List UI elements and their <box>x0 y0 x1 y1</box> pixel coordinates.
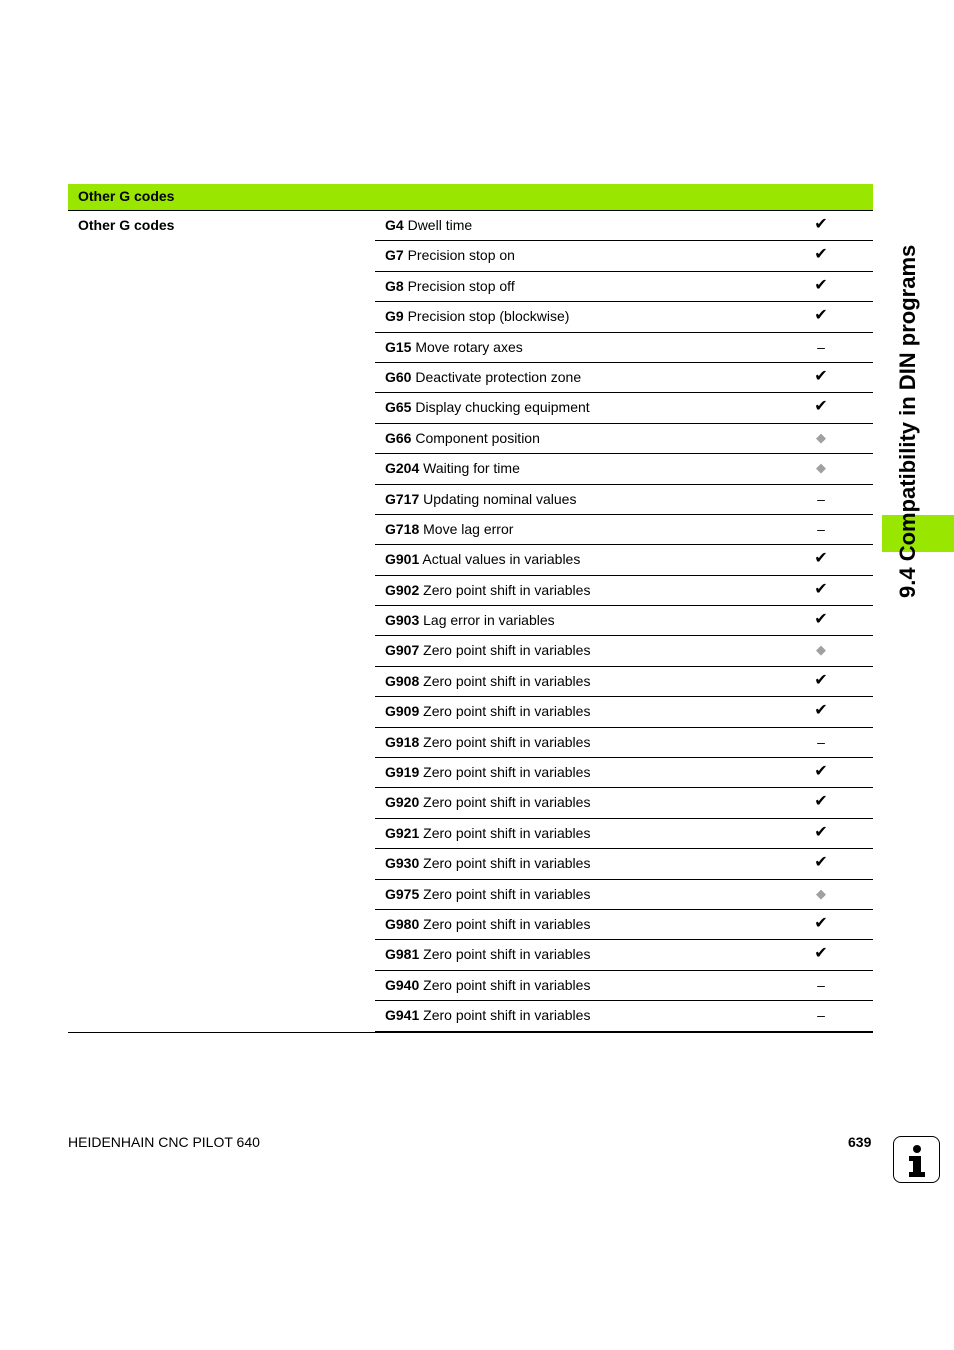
g-code-text: Precision stop on <box>407 247 515 264</box>
g-code-description <box>385 339 523 355</box>
g-code: G930 <box>385 855 420 872</box>
g-code-description <box>385 673 590 689</box>
g-code-list <box>375 211 873 1032</box>
diamond-icon: ◆ <box>816 460 826 476</box>
dash-icon: – <box>817 338 825 355</box>
table-row <box>375 545 873 575</box>
g-code-text: Zero point shift in variables <box>423 672 591 689</box>
g-code-description <box>385 825 590 841</box>
g-code-description <box>385 369 581 385</box>
g-code: G921 <box>385 824 420 841</box>
g-code: G920 <box>385 794 420 811</box>
g-code-text: Dwell time <box>407 217 473 233</box>
table-row <box>375 363 873 393</box>
g-code-description <box>385 247 515 263</box>
g-code: G902 <box>385 581 420 598</box>
g-code: G940 <box>385 976 420 993</box>
check-icon: ✔ <box>814 550 828 568</box>
check-icon: ✔ <box>814 793 828 811</box>
check-icon: ✔ <box>814 763 828 781</box>
table-row <box>375 485 873 515</box>
page-number: 639 <box>848 1134 872 1150</box>
group-label: Other G codes <box>78 217 175 233</box>
g-code-text: Move lag error <box>423 520 514 537</box>
g-code-description <box>385 278 515 294</box>
table-row <box>375 211 873 241</box>
g-code: G919 <box>385 764 420 781</box>
g-code-text: Zero point shift in variables <box>423 733 591 750</box>
g-code: G65 <box>385 399 412 416</box>
check-icon: ✔ <box>814 580 828 598</box>
check-icon: ✔ <box>814 216 828 233</box>
table-row <box>375 728 873 758</box>
check-icon: ✔ <box>814 398 828 416</box>
table-row <box>375 454 873 484</box>
g-code-text: Lag error in variables <box>423 612 555 629</box>
g-code-description <box>385 217 472 233</box>
g-code: G903 <box>385 612 420 629</box>
g-code-text: Zero point shift in variables <box>423 794 591 811</box>
g-code-text: Zero point shift in variables <box>423 703 591 720</box>
g-code-description <box>385 430 540 446</box>
table-row <box>375 819 873 849</box>
g-code: G204 <box>385 460 420 477</box>
table-row <box>375 849 873 879</box>
g-code-text: Zero point shift in variables <box>423 581 591 598</box>
g-code: G975 <box>385 885 420 902</box>
g-code-description <box>385 946 590 962</box>
g-code-text: Precision stop (blockwise) <box>407 308 570 325</box>
g-code-description <box>385 582 590 598</box>
g-code-text: Updating nominal values <box>423 490 577 507</box>
info-glyph <box>894 1137 938 1181</box>
table-bottom-rule <box>68 1032 873 1033</box>
g-code-description <box>385 794 590 810</box>
g-code: G15 <box>385 338 412 355</box>
g-code-description <box>385 612 555 628</box>
table-row <box>375 880 873 910</box>
check-icon: ✔ <box>814 914 828 932</box>
g-code: G980 <box>385 915 420 932</box>
g-code-text: Actual values in variables <box>422 551 581 568</box>
g-code-description <box>385 642 590 658</box>
table-row <box>375 1001 873 1031</box>
table-row <box>375 576 873 606</box>
dash-icon: – <box>817 490 825 507</box>
g-code: G9 <box>385 308 404 325</box>
g-code-description <box>385 734 590 750</box>
table-row <box>375 758 873 788</box>
table-row <box>375 788 873 818</box>
table-row <box>375 302 873 332</box>
check-icon: ✔ <box>814 276 828 294</box>
g-code-text: Deactivate protection zone <box>415 368 582 385</box>
g-code: G718 <box>385 520 420 537</box>
check-icon: ✔ <box>814 854 828 872</box>
check-icon: ✔ <box>814 671 828 689</box>
dash-icon: – <box>817 976 825 993</box>
table-row <box>375 272 873 302</box>
diamond-icon: ◆ <box>816 429 826 445</box>
chapter-title: 9.4 Compatibility in DIN programs <box>895 244 920 598</box>
diamond-icon: ◆ <box>816 885 826 901</box>
g-code-description <box>385 916 590 932</box>
g-code-text: Display chucking equipment <box>415 399 590 416</box>
g-code: G901 <box>385 551 420 568</box>
g-code-description <box>385 977 590 993</box>
dash-icon: – <box>817 733 825 750</box>
g-code-description <box>385 491 576 507</box>
g-code-description <box>385 703 590 719</box>
g-code-text: Zero point shift in variables <box>423 976 591 993</box>
g-code-description <box>385 1007 590 1023</box>
g-code-description <box>385 308 569 324</box>
g-code: G907 <box>385 642 420 659</box>
g-code: G941 <box>385 1007 420 1024</box>
table-row <box>375 333 873 363</box>
g-code-text: Zero point shift in variables <box>423 855 591 872</box>
g-code: G7 <box>385 247 404 264</box>
g-code-description <box>385 521 513 537</box>
table-row <box>375 393 873 423</box>
table-header <box>68 184 873 211</box>
g-code-text: Precision stop off <box>407 277 515 294</box>
check-icon: ✔ <box>814 702 828 720</box>
table-row <box>375 636 873 666</box>
diamond-icon: ◆ <box>816 642 826 658</box>
info-icon <box>893 1136 940 1183</box>
dash-icon: – <box>817 520 825 537</box>
g-code: G60 <box>385 368 412 385</box>
check-icon: ✔ <box>814 945 828 963</box>
g-code-text: Zero point shift in variables <box>423 1007 591 1024</box>
dash-icon: – <box>817 1007 825 1024</box>
g-code-description <box>385 551 580 567</box>
check-icon: ✔ <box>814 246 828 264</box>
check-icon: ✔ <box>814 611 828 629</box>
g-code: G66 <box>385 429 412 446</box>
table-row <box>375 241 873 271</box>
g-code-text: Zero point shift in variables <box>423 946 591 963</box>
g-code-description <box>385 764 590 780</box>
g-code-description <box>385 855 590 871</box>
g-code-description <box>385 460 520 476</box>
table-row <box>375 424 873 454</box>
table-header-label: Other G codes <box>78 188 175 204</box>
table-row <box>375 910 873 940</box>
g-code-text: Zero point shift in variables <box>423 642 591 659</box>
check-icon: ✔ <box>814 823 828 841</box>
check-icon: ✔ <box>814 307 828 325</box>
g-code: G909 <box>385 703 420 720</box>
g-code: G908 <box>385 672 420 689</box>
footer-product: HEIDENHAIN CNC PILOT 640 <box>68 1134 260 1150</box>
g-code-text: Component position <box>415 429 540 446</box>
g-code-description <box>385 886 590 902</box>
g-code: G8 <box>385 277 404 294</box>
check-icon: ✔ <box>814 367 828 385</box>
table-row <box>375 667 873 697</box>
g-code-text: Move rotary axes <box>415 338 523 355</box>
g-code-text: Zero point shift in variables <box>423 764 591 781</box>
g-code-text: Zero point shift in variables <box>423 915 591 932</box>
table-row <box>375 940 873 970</box>
g-code: G918 <box>385 733 420 750</box>
g-code: G717 <box>385 490 420 507</box>
g-code-text: Waiting for time <box>423 460 520 477</box>
g-code: G981 <box>385 946 420 963</box>
g-code-text: Zero point shift in variables <box>423 824 591 841</box>
table-row <box>375 697 873 727</box>
table-row <box>375 515 873 545</box>
table-row <box>375 606 873 636</box>
g-code-text: Zero point shift in variables <box>423 885 591 902</box>
g-code: G4 <box>385 217 404 233</box>
g-code-description <box>385 399 590 415</box>
table-row <box>375 971 873 1001</box>
